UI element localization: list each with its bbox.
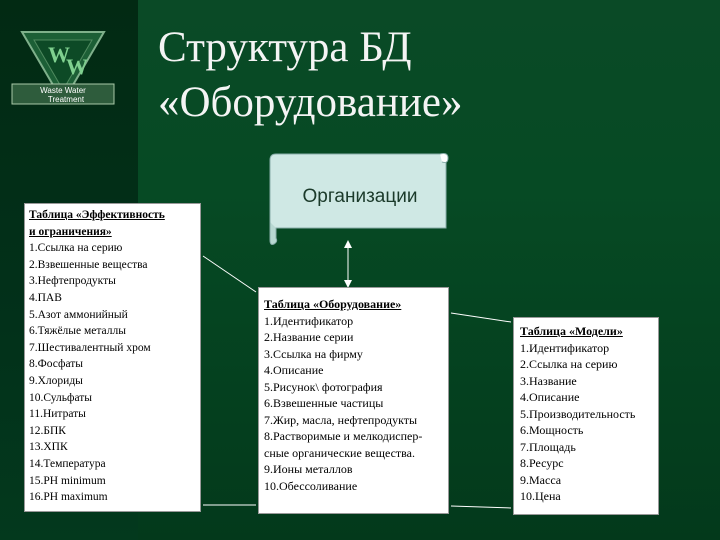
effectiveness-header-2: и ограничения»: [29, 225, 112, 238]
svg-text:W: W: [48, 42, 70, 67]
list-item: 9.Ионы металлов: [264, 462, 353, 476]
list-item: 1.Ссылка на серию: [29, 242, 123, 255]
list-item: 14.Температура: [29, 457, 106, 470]
equipment-to-models-line-2: [451, 506, 511, 508]
list-item: 15.PH minimum: [29, 474, 106, 487]
svg-text:W: W: [66, 54, 88, 79]
list-item: 13.ХПК: [29, 441, 68, 454]
list-item: 6.Тяжёлые металлы: [29, 325, 126, 338]
list-item: 10.Обессоливание: [264, 478, 358, 493]
logo-text-2: Treatment: [47, 95, 85, 104]
list-item: 5.Рисунок\ фотография: [264, 379, 383, 394]
equipment-to-models-line: [451, 313, 511, 322]
list-item: 5.Азот аммонийный: [29, 308, 128, 321]
list-item: 6.Взвешенные частицы: [264, 396, 384, 410]
equipment-table-box: [258, 287, 449, 514]
list-item: 5.Производительность: [520, 406, 636, 421]
title-line-2: «Оборудование»: [158, 79, 463, 126]
list-item: 8.Фосфаты: [29, 358, 84, 371]
list-item: 8.Ресурс: [520, 456, 564, 470]
list-item: 1.Идентификатор: [264, 313, 354, 328]
title-line-1: Структура БД: [158, 24, 412, 71]
list-item: 1.Идентификатор: [520, 340, 610, 355]
list-item: 4.Описание: [264, 363, 324, 377]
list-item: 7.Площадь: [520, 439, 576, 454]
models-table-box: [513, 317, 659, 515]
effectiveness-table-box: [24, 203, 201, 512]
list-item: 7.Жир, масла, нефтепродукты: [264, 412, 418, 427]
list-item: 6.Мощность: [520, 423, 584, 437]
list-item: 12.БПК: [29, 424, 66, 437]
list-item: 9.Хлориды: [29, 374, 83, 387]
list-item: 4.ПАВ: [29, 291, 62, 304]
list-item: 2.Ссылка на серию: [520, 357, 618, 371]
organizations-label: Организации: [302, 186, 418, 207]
list-item: 10.Цена: [520, 489, 561, 503]
list-item: 10.Сульфаты: [29, 391, 92, 404]
effectiveness-header-1: Таблица «Эффективность: [29, 209, 165, 221]
list-item: 9.Масса: [520, 472, 562, 487]
list-item: сные органические вещества.: [264, 445, 415, 460]
list-item: 7.Шестивалентный хром: [29, 341, 151, 354]
effectiveness-to-equipment-line: [203, 256, 256, 292]
logo-text-1: Waste Water: [40, 86, 86, 95]
list-item: 4.Описание: [520, 390, 580, 404]
equipment-header: Таблица «Оборудование»: [264, 297, 402, 311]
list-item: 2.Название серии: [264, 330, 354, 344]
list-item: 2.Взвешенные вещества: [29, 258, 148, 271]
list-item: 8.Растворимые и мелкодиспер-: [264, 429, 423, 443]
list-item: 3.Ссылка на фирму: [264, 346, 363, 361]
list-item: 3.Название: [520, 373, 577, 388]
models-header: Таблица «Модели»: [520, 324, 623, 338]
list-item: 16.PH maximum: [29, 491, 108, 504]
list-item: 11.Нитраты: [29, 408, 86, 421]
list-item: 3.Нефтепродукты: [29, 275, 116, 288]
